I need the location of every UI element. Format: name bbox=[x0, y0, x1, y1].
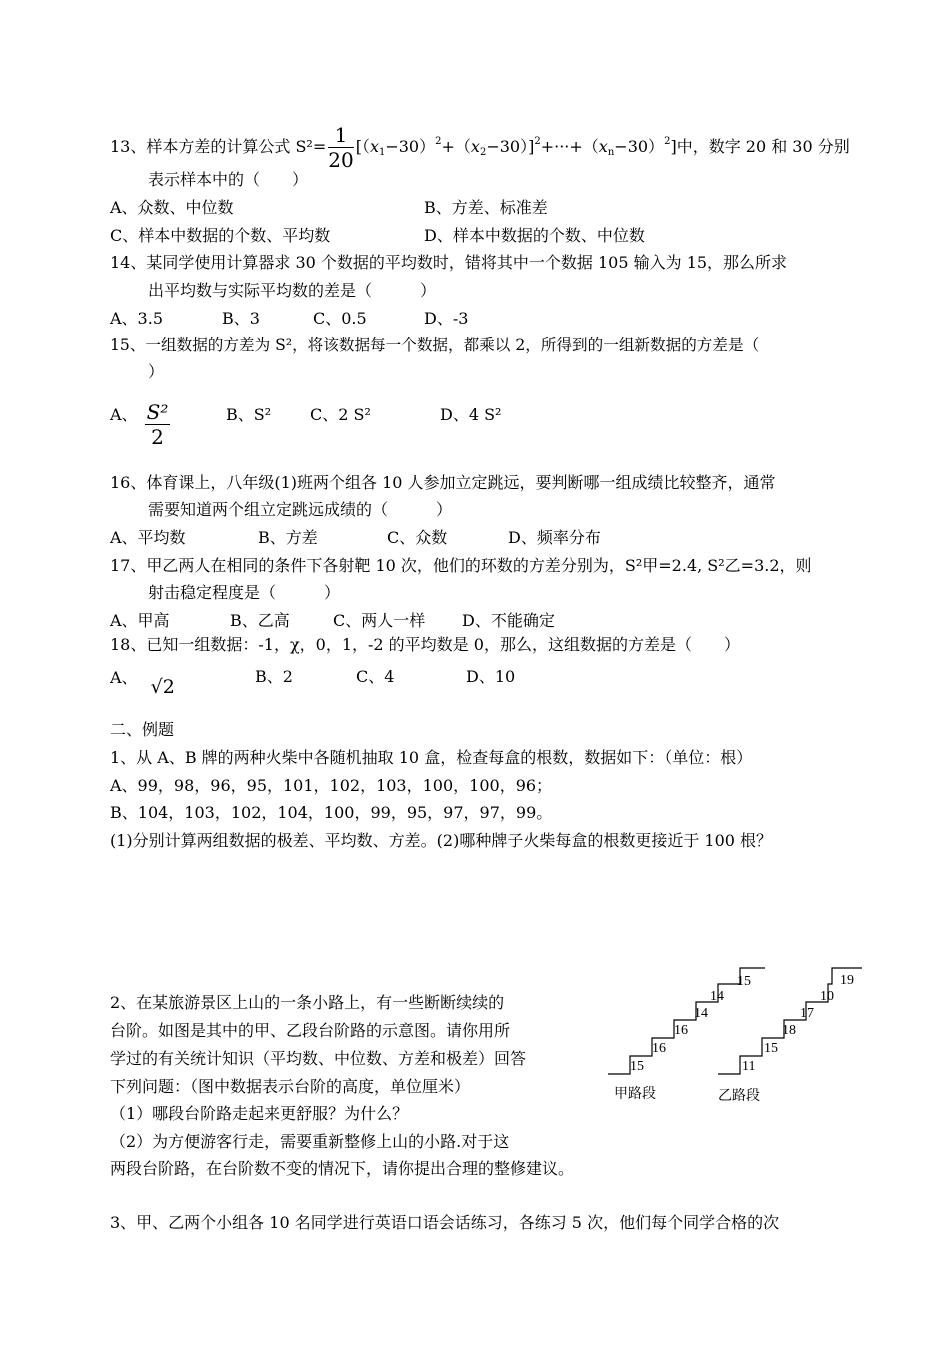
q14-line2: 出平均数与实际平均数的差是（ ） bbox=[148, 281, 437, 300]
q13-frac-num: 1 bbox=[328, 123, 353, 148]
ex2-line7: 两段台阶路，在台阶数不变的情况下，请你提出合理的整修建议。 bbox=[110, 1159, 575, 1178]
q13-line2: 表示样本中的（ ） bbox=[148, 170, 309, 189]
q15-option-d: D、4 S² bbox=[440, 405, 502, 424]
q13-prefix: 13、样本方差的计算公式 S²= bbox=[110, 137, 327, 156]
jia-step-6: 15 bbox=[737, 974, 751, 989]
ex2-line3: 学过的有关统计知识（平均数、中位数、方差和极差）回答 bbox=[110, 1049, 527, 1068]
q15-option-a-den: 2 bbox=[151, 425, 164, 449]
q17-option-c: C、两人一样 bbox=[333, 611, 426, 630]
q18-option-d: D、10 bbox=[466, 667, 516, 686]
q15-line1: 15、一组数据的方差为 S²，将该数据每一个数据，都乘以 2，所得到的一组新数据的方差是（ bbox=[110, 336, 760, 354]
q15-option-a-label: A、 bbox=[110, 405, 138, 424]
q15-option-a-num: S² bbox=[146, 400, 169, 424]
ex2-line5: （1）哪段台阶路走起来更舒服？为什么？ bbox=[110, 1104, 409, 1123]
ex2-line6: （2）为方便游客行走，需要重新整修上山的小路.对于这 bbox=[110, 1132, 510, 1151]
q17-option-b: B、乙高 bbox=[230, 611, 290, 630]
q13-fraction bbox=[328, 123, 353, 172]
q14-line1: 14、某同学使用计算器求 30 个数据的平均数时，错将其中一个数据 105 输入为 15，那么所求 bbox=[110, 253, 788, 272]
q18-option-a-value: √2 bbox=[150, 676, 175, 698]
q13-formula-tail: 中，数字 20 和 30 分别 bbox=[676, 137, 850, 156]
q14-option-b: B、3 bbox=[222, 309, 260, 328]
jia-step-4: 14 bbox=[694, 1006, 708, 1021]
ex1-line4: (1)分别计算两组数据的极差、平均数、方差。(2)哪种牌子火柴每盒的根数更接近于 100 根？ bbox=[110, 831, 773, 850]
q17-option-a: A、甲高 bbox=[110, 611, 170, 630]
ex1-line3: B、104，103，102，104，100，99，95，97，97，99。 bbox=[110, 803, 553, 822]
q14-option-a: A、3.5 bbox=[110, 309, 164, 328]
ex2-line4: 下列问题：（图中数据表示台阶的高度，单位厘米） bbox=[110, 1077, 471, 1096]
q13-line1 bbox=[110, 116, 850, 172]
q13-option-d: D、样本中数据的个数、中位数 bbox=[424, 226, 645, 245]
yi-step-2: 15 bbox=[764, 1041, 778, 1056]
jia-step-5: 14 bbox=[710, 989, 724, 1004]
jia-step-2: 16 bbox=[652, 1041, 666, 1056]
q13-option-a: A、众数、中位数 bbox=[110, 198, 234, 217]
q17-option-d: D、不能确定 bbox=[462, 611, 555, 630]
q15-option-b: B、S² bbox=[226, 405, 272, 424]
q13-frac-den: 20 bbox=[328, 148, 354, 172]
q15-option-a bbox=[110, 402, 172, 454]
q15-line2: ） bbox=[148, 362, 165, 381]
yi-step-1: 11 bbox=[742, 1059, 756, 1074]
jia-label: 甲路段 bbox=[614, 1086, 656, 1102]
jia-step-3: 16 bbox=[674, 1023, 688, 1038]
q14-option-d: D、-3 bbox=[424, 309, 469, 328]
q16-option-c: C、众数 bbox=[387, 528, 448, 547]
q16-option-a: A、平均数 bbox=[110, 528, 186, 547]
q17-line1: 17、甲乙两人在相同的条件下各射靶 10 次，他们的环数的方差分别为，S²甲=2.4, S²乙=3.2，则 bbox=[110, 556, 812, 575]
q18-line1: 18、已知一组数据：-1，χ，0，1，-2 的平均数是 0，那么，这组数据的方差是（ ） bbox=[110, 635, 740, 654]
q16-line1: 16、体育课上，八年级(1)班两个组各 10 人参加立定跳远，要判断哪一组成绩比较整齐，通常 bbox=[110, 473, 776, 492]
q13-option-b: B、方差、标准差 bbox=[424, 198, 548, 217]
q13-option-c: C、样本中数据的个数、平均数 bbox=[110, 226, 331, 245]
ex3-line1: 3、甲、乙两个小组各 10 名同学进行英语口语会话练习，各练习 5 次，他们每个同学合格的次 bbox=[110, 1213, 780, 1232]
q16-line2: 需要知道两个组立定跳远成绩的（ ） bbox=[148, 500, 453, 519]
q15-option-a-fraction bbox=[145, 400, 171, 449]
yi-step-3: 18 bbox=[782, 1023, 796, 1038]
q18-option-c: C、4 bbox=[356, 667, 395, 686]
q18-option-a bbox=[110, 666, 175, 698]
q18-option-b: B、2 bbox=[255, 667, 293, 686]
ex2-line2: 台阶。如图是其中的甲、乙段台阶路的示意图。请你用所 bbox=[110, 1021, 511, 1040]
q16-option-d: D、频率分布 bbox=[508, 528, 601, 547]
yi-step-6: 19 bbox=[840, 973, 854, 988]
ex2-line1: 2、在某旅游景区上山的一条小路上，有一些断断续续的 bbox=[110, 993, 505, 1012]
yi-step-4: 17 bbox=[800, 1006, 814, 1021]
q15-option-c: C、2 S² bbox=[310, 405, 371, 424]
q14-option-c: C、0.5 bbox=[313, 309, 367, 328]
stairs-figure bbox=[600, 960, 870, 1110]
yi-label: 乙路段 bbox=[718, 1088, 760, 1104]
jia-step-1: 15 bbox=[630, 1059, 644, 1074]
q17-line2: 射击稳定程度是（ ） bbox=[148, 583, 341, 602]
ex1-line1: 1、从 A、B 牌的两种火柴中各随机抽取 10 盒，检查每盒的根数，数据如下：（单位：根） bbox=[110, 748, 753, 767]
section-2-heading: 二、例题 bbox=[110, 720, 175, 739]
ex1-line2: A、99，98，96，95，101，102，103，100，100，96； bbox=[110, 776, 553, 795]
q18-option-a-label: A、 bbox=[110, 668, 138, 687]
q16-option-b: B、方差 bbox=[258, 528, 318, 547]
yi-step-5: 10 bbox=[820, 989, 834, 1004]
q13-formula-body: $[(x_1-30)^2+(x_2-30)]^2+\cdot\cdot\cdot+(x_n-30)^2$] bbox=[355, 136, 677, 158]
